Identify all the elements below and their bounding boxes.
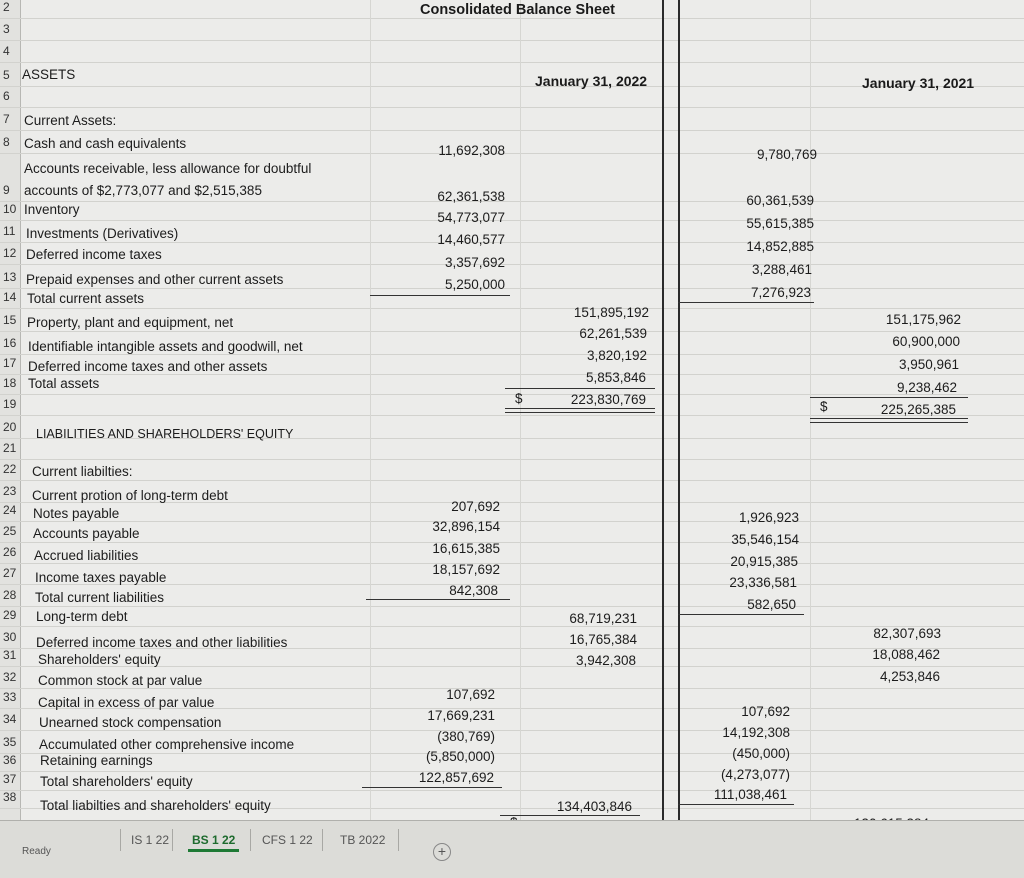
label-prepaid: Prepaid expenses and other current assets bbox=[26, 272, 284, 287]
cell-2022-total-current-liabilities[interactable]: 68,719,231 bbox=[569, 611, 637, 626]
cell-2021-accounts-payable[interactable]: 20,915,385 bbox=[730, 554, 798, 569]
row-gridline bbox=[0, 480, 1024, 481]
label-ppe: Property, plant and equipment, net bbox=[27, 315, 234, 330]
cell-2022-deferred-other-assets[interactable]: 5,853,846 bbox=[585, 370, 646, 385]
row-number[interactable]: 24 bbox=[3, 503, 17, 517]
row-gridline bbox=[0, 331, 1024, 332]
cell-2022-prepaid[interactable]: 5,250,000 bbox=[444, 277, 505, 292]
cell-2021-total-assets[interactable]: 225,265,385 bbox=[880, 402, 956, 417]
subtotal-underline bbox=[678, 302, 814, 303]
row-gridline bbox=[0, 264, 1024, 265]
row-gridline bbox=[0, 563, 1024, 564]
label-inventory: Inventory bbox=[24, 202, 80, 217]
label-total-liab-equity: Total liabilties and shareholders' equity bbox=[40, 798, 271, 813]
cell-2021-common-stock[interactable]: 107,692 bbox=[741, 704, 790, 719]
row-number[interactable]: 29 bbox=[3, 608, 17, 622]
liabilities-equity-heading: LIABILITIES AND SHAREHOLDERS' EQUITY bbox=[36, 427, 294, 441]
row-number[interactable]: 3 bbox=[3, 22, 10, 36]
dollar-sign-total-assets-2021: $ bbox=[820, 399, 828, 414]
cell-2022-unearned[interactable]: (380,769) bbox=[437, 729, 495, 744]
row-gridline bbox=[0, 542, 1024, 543]
row-number[interactable]: 7 bbox=[3, 112, 10, 126]
cell-2021-total-current-assets[interactable]: 151,175,962 bbox=[885, 312, 961, 327]
row-number[interactable]: 4 bbox=[3, 44, 10, 58]
row-number[interactable]: 2 bbox=[3, 0, 10, 14]
label-capital-excess: Capital in excess of par value bbox=[38, 695, 215, 710]
cell-2022-notes-payable[interactable]: 32,896,154 bbox=[432, 519, 500, 534]
cell-2022-total-assets[interactable]: 223,830,769 bbox=[570, 392, 646, 407]
cell-2022-ppe[interactable]: 62,261,539 bbox=[579, 326, 647, 341]
cell-2021-unearned[interactable]: (450,000) bbox=[732, 746, 790, 761]
subtotal-underline bbox=[678, 804, 794, 805]
cell-2021-intangibles[interactable]: 3,950,961 bbox=[898, 357, 959, 372]
row-gridline bbox=[0, 62, 1024, 63]
cell-2021-income-tax-payable[interactable]: 582,650 bbox=[747, 597, 796, 612]
row-number[interactable]: 19 bbox=[3, 397, 17, 411]
cell-2021-notes-payable[interactable]: 35,546,154 bbox=[731, 532, 799, 547]
row-number[interactable]: 17 bbox=[3, 356, 17, 370]
label-aoci: Accumulated other comprehensive income bbox=[39, 737, 295, 752]
row-number[interactable]: 36 bbox=[3, 753, 17, 767]
cell-2021-total-current-liabilities[interactable]: 82,307,693 bbox=[873, 626, 941, 641]
cell-2021-prepaid[interactable]: 7,276,923 bbox=[750, 285, 811, 300]
row-number[interactable]: 14 bbox=[3, 290, 17, 304]
label-sh-equity: Shareholders' equity bbox=[38, 652, 161, 667]
row-number[interactable]: 13 bbox=[3, 270, 17, 284]
cell-2021-cash[interactable]: 9,780,769 bbox=[756, 147, 817, 162]
add-sheet-icon[interactable]: + bbox=[433, 843, 451, 861]
row-gridline bbox=[0, 354, 1024, 355]
row-number[interactable]: 18 bbox=[3, 376, 17, 390]
tab-separator bbox=[250, 829, 251, 851]
label-accrued: Accrued liabilities bbox=[34, 548, 139, 563]
row-gridline bbox=[0, 459, 1024, 460]
row-gridline bbox=[0, 288, 1024, 289]
row-number[interactable]: 21 bbox=[3, 441, 17, 455]
row-gridline bbox=[0, 688, 1024, 689]
subtotal-underline bbox=[678, 614, 804, 615]
tab-separator bbox=[398, 829, 399, 851]
label-current-liabilities: Current liabilties: bbox=[32, 464, 133, 479]
cell-2022-inventory[interactable]: 54,773,077 bbox=[437, 210, 505, 225]
row-number[interactable]: 27 bbox=[3, 566, 17, 580]
column-gridline bbox=[370, 0, 371, 820]
cell-2021-aoci[interactable]: (4,273,077) bbox=[720, 767, 790, 782]
label-ltd: Long-term debt bbox=[36, 609, 128, 624]
cell-2022-cash[interactable]: 11,692,308 bbox=[438, 143, 505, 158]
label-income-tax-payable: Income taxes payable bbox=[35, 570, 167, 585]
row-number[interactable]: 5 bbox=[3, 68, 10, 82]
row-number[interactable]: 22 bbox=[3, 462, 17, 476]
row-gridline bbox=[0, 415, 1024, 416]
column-divider bbox=[662, 0, 664, 845]
row-number[interactable]: 10 bbox=[3, 202, 17, 216]
row-number[interactable]: 9 bbox=[3, 183, 10, 197]
cell-2022-deferred-other-liab[interactable]: 3,942,308 bbox=[575, 653, 636, 668]
cell-2022-income-tax-payable[interactable]: 842,308 bbox=[449, 583, 498, 598]
assets-heading: ASSETS bbox=[22, 67, 76, 82]
cell-2021-inventory[interactable]: 55,615,385 bbox=[746, 216, 814, 231]
sheet-tab-bar bbox=[0, 820, 1024, 878]
cell-2021-ppe[interactable]: 60,900,000 bbox=[892, 334, 960, 349]
cell-2021-capital-excess[interactable]: 14,192,308 bbox=[722, 725, 790, 740]
tab-is-1-22[interactable]: IS 1 22 bbox=[131, 833, 170, 847]
tab-cfs-1-22[interactable]: CFS 1 22 bbox=[262, 833, 313, 847]
tab-tb-2022[interactable]: TB 2022 bbox=[340, 833, 386, 847]
cell-2022-total-sh-equity[interactable]: 134,403,846 bbox=[556, 799, 632, 814]
label-total-current-liabilities: Total current liabilities bbox=[35, 590, 165, 605]
sheet-title: Consolidated Balance Sheet bbox=[420, 2, 615, 18]
double-underline bbox=[810, 418, 968, 423]
row-gridline bbox=[0, 753, 1024, 754]
cell-2022-accounts-payable[interactable]: 16,615,385 bbox=[432, 541, 500, 556]
column-header-2021: January 31, 2021 bbox=[862, 75, 975, 91]
row-number[interactable]: 15 bbox=[3, 313, 17, 327]
cell-2022-ar[interactable]: 62,361,538 bbox=[437, 189, 505, 204]
row-number[interactable]: 6 bbox=[3, 89, 10, 103]
cell-2022-current-ltd[interactable]: 207,692 bbox=[451, 499, 500, 514]
column-gridline bbox=[810, 0, 811, 820]
row-number[interactable]: 33 bbox=[3, 690, 17, 704]
cell-2022-total-current-assets[interactable]: 151,895,192 bbox=[573, 305, 649, 320]
label-deferred-tax: Deferred income taxes bbox=[26, 247, 162, 262]
row-number[interactable]: 30 bbox=[3, 630, 17, 644]
row-number[interactable]: 12 bbox=[3, 246, 17, 260]
cell-2022-accrued[interactable]: 18,157,692 bbox=[432, 562, 500, 577]
subtotal-underline bbox=[810, 397, 968, 398]
label-current-ltd: Current protion of long-term debt bbox=[32, 488, 228, 503]
row-number[interactable]: 28 bbox=[3, 588, 17, 602]
label-deferred-other-liab: Deferred income taxes and other liabilities bbox=[36, 635, 288, 650]
label-cash: Cash and cash equivalents bbox=[24, 136, 187, 151]
cell-2022-aoci[interactable]: (5,850,000) bbox=[425, 749, 495, 764]
cell-2021-accrued[interactable]: 23,336,581 bbox=[729, 575, 797, 590]
label-intangibles: Identifiable intangible assets and goodwill, net bbox=[28, 339, 303, 354]
row-gridline bbox=[0, 730, 1024, 731]
status-ready: Ready bbox=[22, 846, 51, 857]
tab-separator bbox=[322, 829, 323, 851]
column-header-2022: January 31, 2022 bbox=[535, 73, 648, 89]
label-notes-payable: Notes payable bbox=[33, 506, 120, 521]
subtotal-underline bbox=[370, 295, 510, 296]
row-gridline bbox=[0, 521, 1024, 522]
label-retained: Retaining earnings bbox=[40, 753, 153, 768]
cell-2021-deferred-other-liab[interactable]: 4,253,846 bbox=[879, 669, 940, 684]
cell-2021-investments[interactable]: 14,852,885 bbox=[746, 239, 814, 254]
row-gridline bbox=[0, 374, 1024, 375]
row-number[interactable]: 32 bbox=[3, 670, 17, 684]
cell-2022-capital-excess[interactable]: 17,669,231 bbox=[427, 708, 495, 723]
label-accounts-payable: Accounts payable bbox=[33, 526, 140, 541]
cell-2021-ltd[interactable]: 18,088,462 bbox=[872, 647, 940, 662]
row-number[interactable]: 20 bbox=[3, 420, 17, 434]
label-ar-line1: Accounts receivable, less allowance for doubtful bbox=[24, 161, 312, 176]
label-ar-line2: accounts of $2,773,077 and $2,515,385 bbox=[24, 183, 262, 198]
tab-separator bbox=[120, 829, 121, 851]
label-investments: Investments (Derivatives) bbox=[26, 226, 179, 241]
tab-separator bbox=[172, 829, 173, 851]
subtotal-underline bbox=[505, 388, 655, 389]
row-number[interactable]: 37 bbox=[3, 772, 17, 786]
cell-2022-common-stock[interactable]: 107,692 bbox=[446, 687, 495, 702]
row-gridline bbox=[0, 40, 1024, 41]
dollar-sign-total-assets-2022: $ bbox=[515, 391, 523, 406]
label-unearned: Unearned stock compensation bbox=[39, 715, 222, 730]
row-number[interactable]: 31 bbox=[3, 648, 17, 662]
row-gridline bbox=[0, 107, 1024, 108]
row-number[interactable]: 35 bbox=[3, 735, 17, 749]
row-gridline bbox=[0, 18, 1024, 19]
label-deferred-other-assets: Deferred income taxes and other assets bbox=[28, 359, 268, 374]
cell-2021-deferred-other-assets[interactable]: 9,238,462 bbox=[896, 380, 957, 395]
label-current-assets: Current Assets: bbox=[24, 113, 117, 128]
cell-2021-deferred-tax[interactable]: 3,288,461 bbox=[751, 262, 812, 277]
cell-2021-current-ltd[interactable]: 1,926,923 bbox=[738, 510, 799, 525]
row-gridline bbox=[0, 771, 1024, 772]
row-gridline bbox=[0, 201, 1024, 202]
row-number[interactable]: 34 bbox=[3, 712, 17, 726]
row-gridline bbox=[0, 394, 1024, 395]
row-gridline bbox=[0, 308, 1024, 309]
label-total-sh-equity: Total shareholders' equity bbox=[40, 774, 193, 789]
row-number[interactable]: 26 bbox=[3, 545, 17, 559]
row-gridline bbox=[0, 242, 1024, 243]
cell-2022-intangibles[interactable]: 3,820,192 bbox=[586, 348, 647, 363]
double-underline bbox=[505, 408, 655, 413]
label-common-stock: Common stock at par value bbox=[38, 673, 203, 688]
row-number[interactable]: 16 bbox=[3, 336, 17, 350]
column-divider bbox=[678, 0, 680, 845]
row-number[interactable]: 23 bbox=[3, 484, 17, 498]
row-gridline bbox=[0, 626, 1024, 627]
subtotal-underline bbox=[362, 787, 502, 788]
cell-2022-deferred-tax[interactable]: 3,357,692 bbox=[444, 255, 505, 270]
subtotal-underline bbox=[366, 599, 510, 600]
cell-2021-ar[interactable]: 60,361,539 bbox=[746, 193, 814, 208]
cell-2022-retained[interactable]: 122,857,692 bbox=[418, 770, 494, 785]
row-number[interactable]: 25 bbox=[3, 524, 17, 538]
label-total-current-assets: Total current assets bbox=[27, 291, 145, 306]
cell-2022-ltd[interactable]: 16,765,384 bbox=[569, 632, 637, 647]
row-number[interactable]: 8 bbox=[3, 135, 10, 149]
tab-bs-1-22[interactable]: BS 1 22 bbox=[188, 831, 239, 852]
label-total-assets: Total assets bbox=[28, 376, 100, 391]
row-gridline bbox=[0, 790, 1024, 791]
subtotal-underline bbox=[500, 815, 640, 816]
row-gridline bbox=[0, 153, 1024, 154]
row-gridline bbox=[0, 606, 1024, 607]
row-gridline bbox=[0, 130, 1024, 131]
cell-2022-investments[interactable]: 14,460,577 bbox=[437, 232, 505, 247]
row-number[interactable]: 38 bbox=[3, 790, 17, 804]
row-number[interactable]: 11 bbox=[3, 224, 16, 238]
cell-2021-retained[interactable]: 111,038,461 bbox=[713, 787, 787, 802]
row-gridline bbox=[0, 220, 1024, 221]
